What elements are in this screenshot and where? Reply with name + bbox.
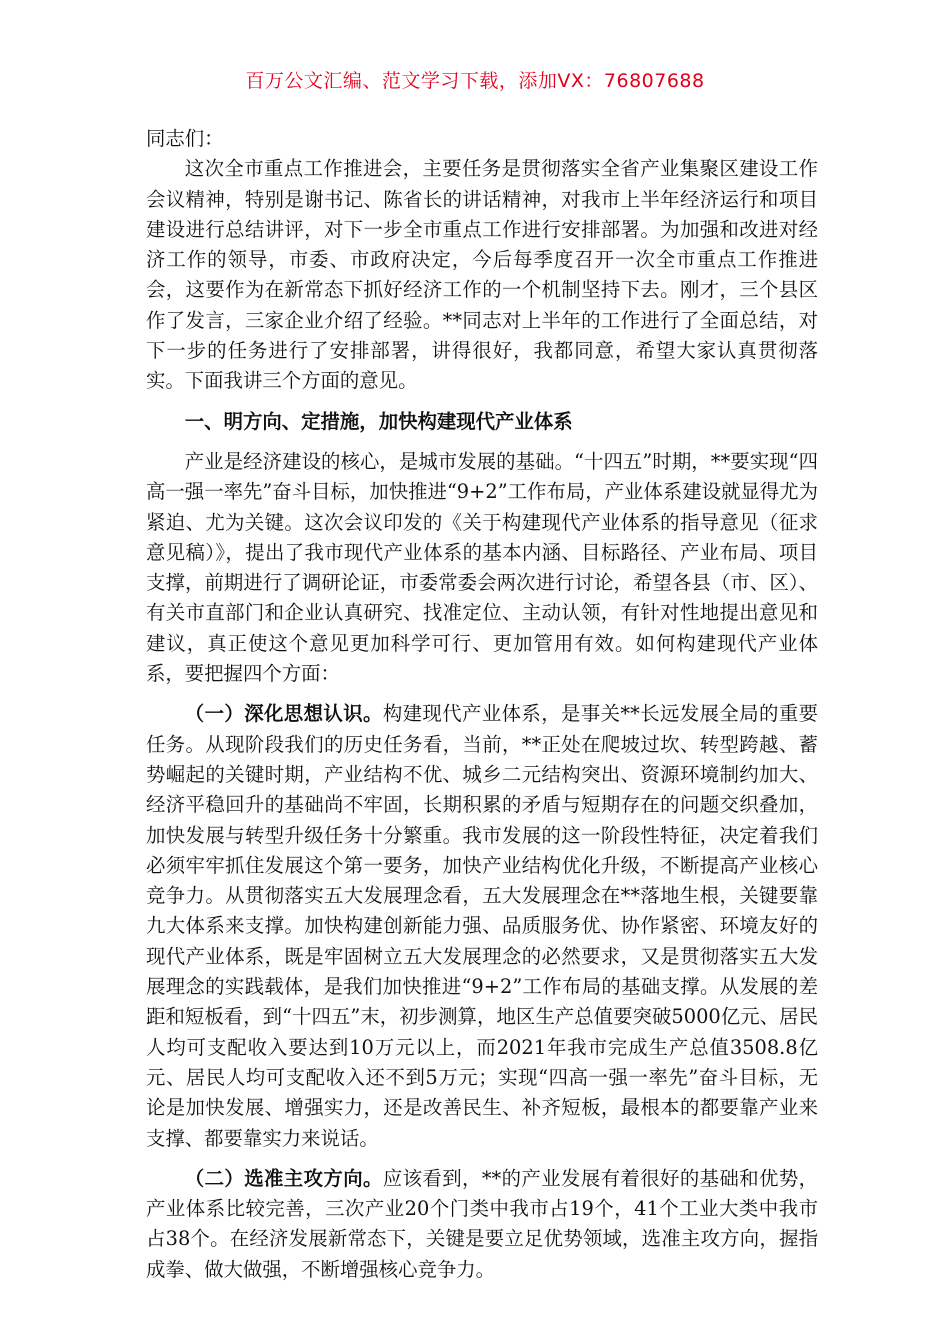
intro-paragraph: 这次全市重点工作推进会，主要任务是贯彻落实全省产业集聚区建设工作会议精神，特别是谢书记、陈省长的讲话精神，对我市上半年经济运行和项目建设进行总结讲评，对下一步全市重点工作进行安排部署。为加强和改进对经济工作的领导，市委、市政府决定，今后每季度召开一次全市重点工作推进会，这要作为在新常态下抓好经济工作的一个机制坚持下去。刚才，三个县区作了发言，三家企业介绍了经验。**同志对上半年的工作进行了全面总结，对下一步的任务进行了安排部署，讲得很好，我都同意，希望大家认真贯彻落实。下面我讲三个方面的意见。 xyxy=(146,157,818,393)
document-body xyxy=(146,124,818,1285)
section-intro-paragraph: 产业是经济建设的核心，是城市发展的基础。“十四五”时期，**要实现“四高一强一率先”奋斗目标，加快推进“9+2”工作布局，产业体系建设就显得尤为紧迫、尤为关键。这次会议印发的《关于构建现代产业体系的指导意见（征求意见稿）》，提出了我市现代产业体系的基本内涵、目标路径、产业布局、项目支撑，前期进行了调研论证，市委常委会两次进行讨论，希望各县（市、区）、有关市直部门和企业认真研究、找准定位、主动认领，有针对性地提出意见和建议，真正使这个意见更加科学可行、更加管用有效。如何构建现代产业体系，要把握四个方面： xyxy=(146,449,818,686)
section-heading: 一、明方向、定措施，加快构建现代产业体系 xyxy=(184,409,573,433)
point-one-lead: （一）深化思想认识。 xyxy=(184,702,383,726)
salutation: 同志们： xyxy=(146,127,224,150)
point-two-paragraph xyxy=(146,1164,818,1285)
point-one-paragraph xyxy=(146,699,818,1153)
point-two-text: 应该看到，**的产业发展有着很好的基础和优势，产业体系比较完善，三次产业20个门类中我市占19个，41个工业大类中我市占38个。在经济发展新常态下，关键是要立足优势领域，选准主攻方向，握指成拳、做大做强，不断增强核心竞争力。 xyxy=(146,1166,819,1281)
point-one-text: 构建现代产业体系，是事关**长远发展全局的重要任务。从现阶段我们的历史任务看，当前，**正处在爬坡过坎、转型跨越、蓄势崛起的关键时期，产业结构不优、城乡二元结构突出、资源环境制约加大、经济平稳回升的基础尚不牢固，长期积累的矛盾与短期存在的问题交织叠加，加快发展与转型升级任务十分繁重。我市发展的这一阶段性特征，决定着我们必须牢牢抓住发展这个第一要务，加快产业结构优化升级，不断提高产业核心竞争力。从贯彻落实五大发展理念看，五大发展理念在**落地生根，关键要靠九大体系来支撑。加快构建创新能力强、品质服务优、协作紧密、环境友好的现代产业体系，既是牢固树立五大发展理念的必然要求，又是贯彻落实五大发展理念的实践载体，是我们加快推进“9+2”工作布局的基础支撑。从发展的差距和短板看，到“十四五”末，初步测算，地区生产总值要突破5000亿元、居民人均可支配收入要达到10万元以上，而2021年我市完成生产总值3508.8亿元、居民人均可支配收入还不到5万元；实现“四高一强一率先”奋斗目标，无论是加快发展、增强实力，还是改善民生、补齐短板，最根本的都要靠产业来支撑、都要靠实力来说话。 xyxy=(146,702,819,1150)
promo-header: 百万公文汇编、范文学习下载，添加VX：76807688 xyxy=(245,70,705,92)
point-two-lead: （二）选准主攻方向。 xyxy=(184,1166,383,1190)
